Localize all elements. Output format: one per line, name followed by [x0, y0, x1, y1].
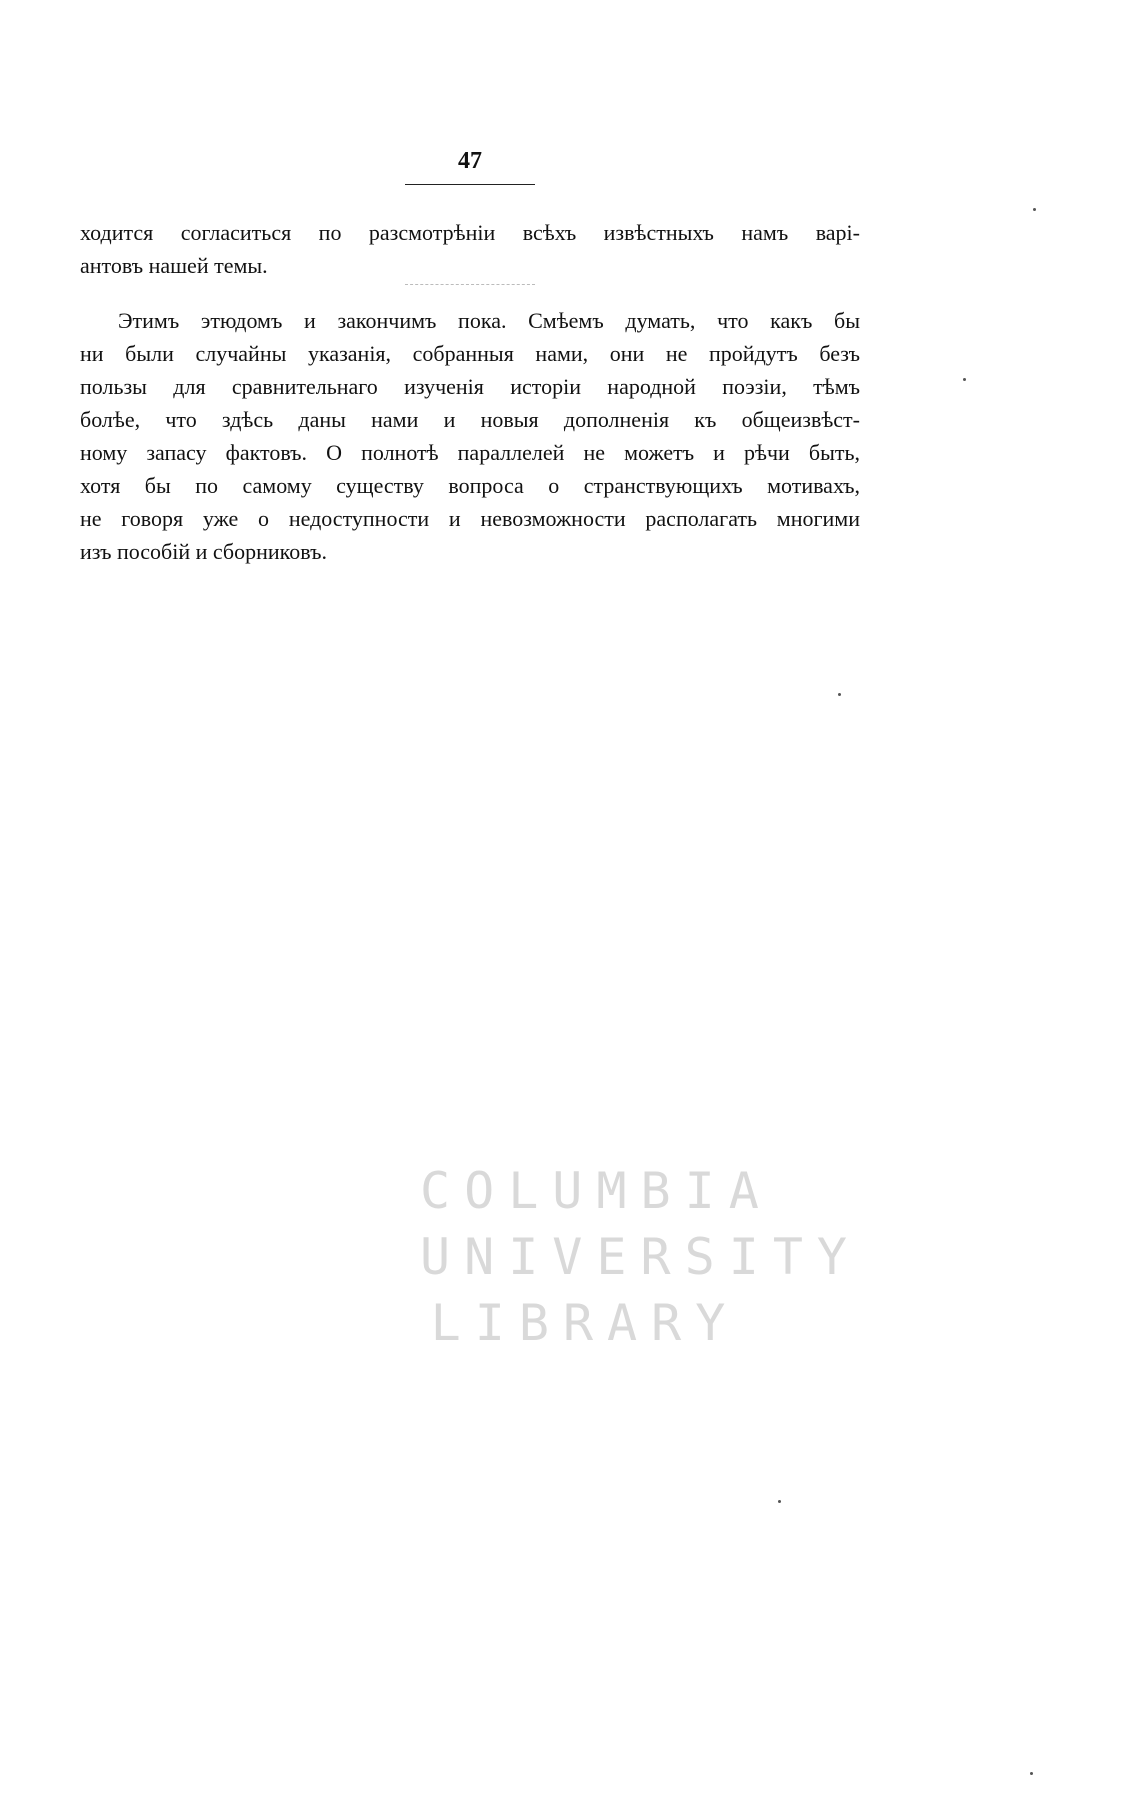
text-line: не говоря уже о недоступности и невозможности располагать многими: [80, 506, 860, 531]
text-line: антовъ нашей темы.: [80, 253, 268, 278]
text-line: Этимъ этюдомъ и закончимъ пока. Смѣемъ думать, что какъ бы: [118, 308, 860, 333]
paragraph-1: [80, 216, 860, 282]
stamp-line: COLUMBIA: [420, 1162, 773, 1220]
scan-speck: [778, 1500, 781, 1503]
paragraph-2: [80, 304, 860, 568]
stamp-line: UNIVERSITY: [420, 1228, 862, 1286]
scan-speck: [838, 693, 841, 696]
text-line: изъ пособій и сборниковъ.: [80, 539, 327, 564]
text-line: хотя бы по самому существу вопроса о странствующихъ мотивахъ,: [80, 473, 860, 498]
scan-speck: [963, 378, 966, 381]
section-separator: [405, 284, 535, 285]
text-line: ни были случайны указанія, собранныя нами, они не пройдутъ безъ: [80, 341, 860, 366]
page-number-rule: [405, 184, 535, 185]
text-line: ходится согласиться по разсмотрѣніи всѣхъ извѣстныхъ намъ варі-: [80, 220, 860, 245]
text-line: болѣе, что здѣсь даны нами и новыя дополненія къ общеизвѣст-: [80, 407, 860, 432]
page-number: 47: [458, 148, 482, 174]
stamp-line: LIBRARY: [430, 1294, 740, 1352]
text-line: пользы для сравнительнаго изученія исторіи народной поэзіи, тѣмъ: [80, 374, 860, 399]
scan-speck: [1033, 208, 1036, 211]
scan-speck: [1030, 1772, 1033, 1775]
text-line: ному запасу фактовъ. О полнотѣ параллелей не можетъ и рѣчи быть,: [80, 440, 860, 465]
library-stamp: [420, 1158, 862, 1356]
